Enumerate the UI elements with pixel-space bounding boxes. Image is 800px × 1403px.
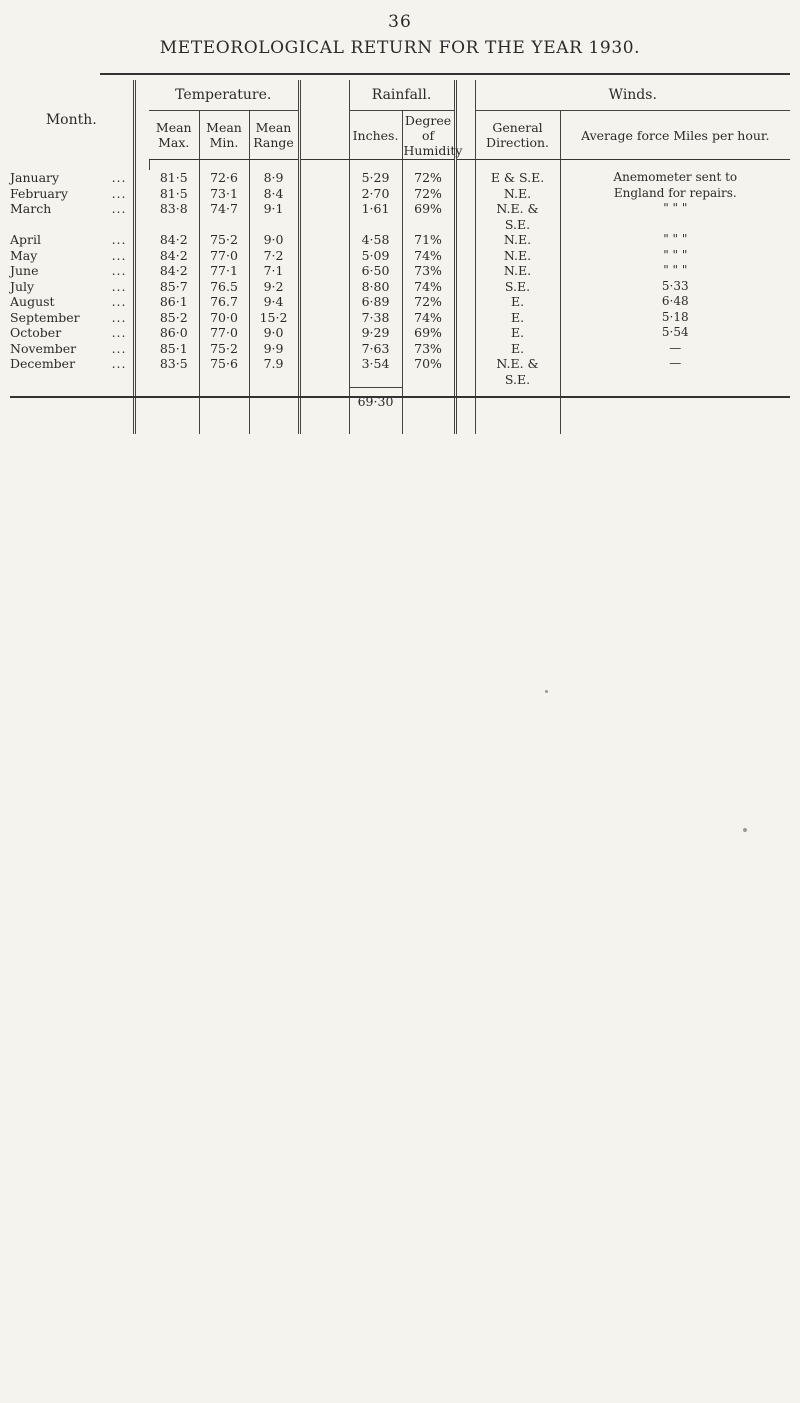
spacer-cell <box>134 356 149 387</box>
mean-max-cell: 84·2 <box>159 263 188 278</box>
table-row <box>10 248 790 264</box>
force-cell: 5·33 <box>560 279 790 295</box>
inches-cell: 2·70 <box>349 186 402 202</box>
mean-max-cell: 85·1 <box>159 340 188 356</box>
spacer-cell <box>134 248 149 264</box>
spacer-cell <box>455 186 475 202</box>
spacer-cell <box>149 387 199 434</box>
spacer-cell <box>299 356 349 387</box>
inches-cell: 5·09 <box>349 248 402 264</box>
leader-dots: ... <box>111 340 127 356</box>
spacer-cell <box>299 325 349 341</box>
direction-cell <box>475 170 560 186</box>
total-row <box>10 387 790 434</box>
month-cell <box>10 341 134 357</box>
direction-text-continued: S.E. <box>504 371 531 387</box>
inches-cell: 6·50 <box>349 263 402 279</box>
direction-header: General Direction. <box>475 111 560 160</box>
mean-range-cell: 8·4 <box>249 186 299 202</box>
month-label: November <box>10 340 77 356</box>
spacer-cell <box>455 310 475 326</box>
inches-cell: 3·54 <box>349 356 402 387</box>
winds-header: Winds. <box>475 80 790 111</box>
mean-min-cell: 76.5 <box>199 279 249 295</box>
month-label: January <box>10 170 60 185</box>
inches-cell: 8·80 <box>349 279 402 295</box>
mean-max-header: Mean Max. <box>149 111 199 160</box>
spacer-cell <box>134 160 149 171</box>
spacer-cell <box>299 279 349 295</box>
direction-text: S.E. <box>504 278 531 294</box>
top-rule <box>100 73 790 75</box>
humidity-cell: 72% <box>402 294 455 310</box>
humidity-cell: 72% <box>402 186 455 202</box>
spacer-cell <box>695 160 790 171</box>
month-label: October <box>10 325 62 340</box>
mean-min-cell: 75·2 <box>199 232 249 248</box>
direction-text: N.E. <box>503 185 532 201</box>
direction-cell <box>475 279 560 295</box>
month-label: September <box>10 309 80 325</box>
mean-min-cell: 77·1 <box>199 263 249 279</box>
mean-max-cell: 84·2 <box>159 247 188 263</box>
mean-range-cell: 9·1 <box>249 201 299 232</box>
direction-cell <box>475 201 560 232</box>
spacer-cell <box>402 387 455 434</box>
direction-text: E. <box>510 309 525 325</box>
leader-dots: ... <box>111 170 127 185</box>
inches-cell: 6·89 <box>349 294 402 310</box>
month-label: April <box>10 232 41 247</box>
spacer-cell <box>299 248 349 264</box>
inches-cell: 7·38 <box>349 310 402 326</box>
force-cell: England for repairs. <box>560 186 790 202</box>
direction-cell <box>475 294 560 310</box>
force-cell: " " " <box>560 263 790 279</box>
mean-max-cell: 81·5 <box>159 185 188 201</box>
spacer-cell <box>402 160 455 171</box>
spacer-cell <box>134 263 149 279</box>
spacer-cell <box>560 160 695 171</box>
month-cell <box>10 263 134 279</box>
mean-min-cell: 77·0 <box>199 325 249 341</box>
mean-min-cell: 73·1 <box>199 186 249 202</box>
force-cell: — <box>560 341 790 357</box>
spacer-cell <box>299 232 349 248</box>
table-row <box>10 263 790 279</box>
month-cell <box>10 310 134 326</box>
spacer-cell <box>455 356 475 387</box>
force-cell: 5·18 <box>560 310 790 326</box>
humidity-cell: 73% <box>402 263 455 279</box>
mean-range-cell: 15·2 <box>249 310 299 326</box>
mean-max-cell: 85·2 <box>159 309 188 325</box>
inches-cell: 9·29 <box>349 325 402 341</box>
page-number: 36 <box>388 12 412 32</box>
force-cell: — <box>560 356 790 387</box>
spacer-cell <box>455 387 475 434</box>
spacer-cell <box>299 294 349 310</box>
mean-range-cell: 9·0 <box>249 325 299 341</box>
spacer-cell <box>10 387 134 434</box>
force-cell: " " " <box>560 232 790 248</box>
month-cell <box>10 201 134 232</box>
mean-range-header: Mean Range <box>249 111 299 160</box>
mean-min-header: Mean Min. <box>199 111 249 160</box>
table-row <box>10 279 790 295</box>
spacer-cell <box>299 201 349 232</box>
table-row <box>10 170 790 186</box>
direction-text: N.E. <box>503 232 532 247</box>
spacer-cell <box>134 325 149 341</box>
direction-cell <box>475 186 560 202</box>
inches-header: Inches. <box>349 111 402 160</box>
spacer-cell <box>134 201 149 232</box>
table-row <box>10 201 790 232</box>
humidity-cell: 74% <box>402 248 455 264</box>
humidity-cell: 69% <box>402 201 455 232</box>
month-cell <box>10 325 134 341</box>
mean-min-cell: 76.7 <box>199 294 249 310</box>
mean-range-cell: 7·1 <box>249 263 299 279</box>
table-row <box>10 341 790 357</box>
spacer-cell <box>134 80 149 160</box>
direction-cell <box>475 325 560 341</box>
month-label: August <box>10 294 55 309</box>
direction-cell <box>475 232 560 248</box>
spacer-cell <box>455 248 475 264</box>
spacer-cell <box>455 232 475 248</box>
spacer-cell <box>299 263 349 279</box>
inches-cell: 1·61 <box>349 201 402 232</box>
spacer-cell <box>134 170 149 186</box>
force-cell: " " " <box>560 248 790 264</box>
spacer-cell <box>455 279 475 295</box>
leader-dots: ... <box>111 278 127 294</box>
month-label: February <box>10 185 68 201</box>
meteorological-table <box>10 80 790 434</box>
direction-text-continued: S.E. <box>504 216 531 232</box>
paper-speck <box>545 690 548 693</box>
spacer-cell <box>199 387 249 434</box>
leader-dots: ... <box>111 325 127 340</box>
direction-cell <box>475 356 560 387</box>
spacer-cell <box>349 160 402 171</box>
spacer-cell <box>455 325 475 341</box>
mean-max-cell: 86·0 <box>159 325 188 340</box>
leader-dots: ... <box>111 356 127 371</box>
spacer-cell <box>299 310 349 326</box>
mean-range-cell: 8·9 <box>249 170 299 186</box>
direction-text: E. <box>510 294 525 309</box>
mean-range-cell: 9·9 <box>249 341 299 357</box>
spacer-cell <box>299 186 349 202</box>
direction-text: E. <box>510 340 525 356</box>
spacer-cell <box>299 160 349 171</box>
force-cell: 6·48 <box>560 294 790 310</box>
humidity-cell: 74% <box>402 279 455 295</box>
mean-range-cell: 9·2 <box>249 279 299 295</box>
spacer-cell <box>134 387 149 434</box>
spacer-cell <box>299 111 349 160</box>
spacer-cell <box>10 160 134 171</box>
spacer-cell <box>455 341 475 357</box>
force-header: Average force Miles per hour. <box>560 111 790 160</box>
direction-text: E & S.E. <box>490 170 545 185</box>
spacer-cell <box>134 341 149 357</box>
spacer-cell <box>299 80 349 111</box>
month-cell <box>10 294 134 310</box>
table-row <box>10 325 790 341</box>
direction-text: E. <box>510 325 525 340</box>
leader-dots: ... <box>111 294 127 309</box>
inches-cell: 7·63 <box>349 341 402 357</box>
page-title: METEOROLOGICAL RETURN FOR THE YEAR 1930. <box>159 38 641 58</box>
month-header: Month. <box>45 111 97 128</box>
mean-max-cell: 83·5 <box>159 356 188 371</box>
mean-min-cell: 75·6 <box>199 356 249 387</box>
humidity-cell: 74% <box>402 310 455 326</box>
temperature-header: Temperature. <box>149 80 299 111</box>
month-label: March <box>10 201 52 216</box>
mean-max-cell: 85·7 <box>159 278 188 294</box>
spacer-cell <box>455 294 475 310</box>
month-label: May <box>10 247 38 263</box>
mean-range-cell: 9·4 <box>249 294 299 310</box>
inches-cell: 4·58 <box>349 232 402 248</box>
humidity-cell: 69% <box>402 325 455 341</box>
humidity-cell: 72% <box>402 170 455 186</box>
leader-dots: ... <box>111 263 127 278</box>
spacer-cell <box>475 387 560 434</box>
direction-text: N.E. & <box>496 201 539 216</box>
table-row <box>10 186 790 202</box>
month-label: July <box>10 278 35 294</box>
month-cell <box>10 170 134 186</box>
month-cell <box>10 248 134 264</box>
humidity-header: Degree of Humidity <box>403 112 463 158</box>
spacer-cell <box>299 387 349 434</box>
spacer-cell <box>475 160 560 171</box>
table-row <box>10 310 790 326</box>
spacer-cell <box>134 232 149 248</box>
force-cell: 5·54 <box>560 325 790 341</box>
direction-cell <box>475 341 560 357</box>
leader-dots: ... <box>111 232 127 247</box>
force-cell: " " " <box>560 201 790 232</box>
month-cell <box>10 232 134 248</box>
direction-cell <box>475 248 560 264</box>
spacer-cell <box>299 170 349 186</box>
table-row <box>10 356 790 387</box>
mean-min-cell: 72·6 <box>199 170 249 186</box>
spacer-cell <box>134 294 149 310</box>
spacer-cell <box>134 310 149 326</box>
direction-text: N.E. <box>503 247 532 263</box>
table-row <box>10 294 790 310</box>
spacer-cell <box>299 341 349 357</box>
mean-max-cell: 83·8 <box>159 201 188 216</box>
total-inches-cell: 69·30 <box>349 387 402 434</box>
leader-dots: ... <box>111 247 127 263</box>
spacer-cell <box>455 160 475 171</box>
rainfall-header: Rainfall. <box>349 80 455 111</box>
mean-range-cell: 7.9 <box>249 356 299 387</box>
spacer-cell <box>455 201 475 232</box>
spacer-cell <box>249 387 299 434</box>
mean-min-cell: 75·2 <box>199 341 249 357</box>
month-cell <box>10 279 134 295</box>
leader-dots: ... <box>111 201 127 216</box>
direction-cell <box>475 263 560 279</box>
direction-cell <box>475 310 560 326</box>
mean-min-cell: 70·0 <box>199 310 249 326</box>
force-cell: Anemometer sent to <box>560 170 790 186</box>
spacer-cell <box>560 387 790 434</box>
mean-max-cell: 81·5 <box>159 170 188 185</box>
leader-dots: ... <box>111 185 127 201</box>
inches-cell: 5·29 <box>349 170 402 186</box>
mean-max-cell: 86·1 <box>159 294 188 309</box>
humidity-cell: 73% <box>402 341 455 357</box>
spacer-cell <box>455 263 475 279</box>
month-label: December <box>10 356 76 371</box>
paper-speck <box>743 828 747 832</box>
mean-max-cell: 84·2 <box>159 232 188 247</box>
bottom-rule <box>10 396 790 398</box>
mean-range-cell: 7·2 <box>249 248 299 264</box>
month-cell <box>10 186 134 202</box>
humidity-cell: 71% <box>402 232 455 248</box>
table-row <box>10 232 790 248</box>
direction-text: N.E. <box>503 263 532 278</box>
mean-min-cell: 77·0 <box>199 248 249 264</box>
spacer-cell <box>149 160 199 171</box>
leader-dots: ... <box>111 309 127 325</box>
mean-min-cell: 74·7 <box>199 201 249 232</box>
month-cell <box>10 356 134 387</box>
spacer-cell <box>199 160 249 171</box>
month-label: June <box>10 263 39 278</box>
humidity-cell: 70% <box>402 356 455 387</box>
spacer-cell <box>134 186 149 202</box>
spacer-cell <box>455 80 475 111</box>
spacer-cell <box>455 170 475 186</box>
direction-text: N.E. & <box>496 356 539 371</box>
mean-range-cell: 9·0 <box>249 232 299 248</box>
spacer-cell <box>134 279 149 295</box>
spacer-cell <box>249 160 299 171</box>
